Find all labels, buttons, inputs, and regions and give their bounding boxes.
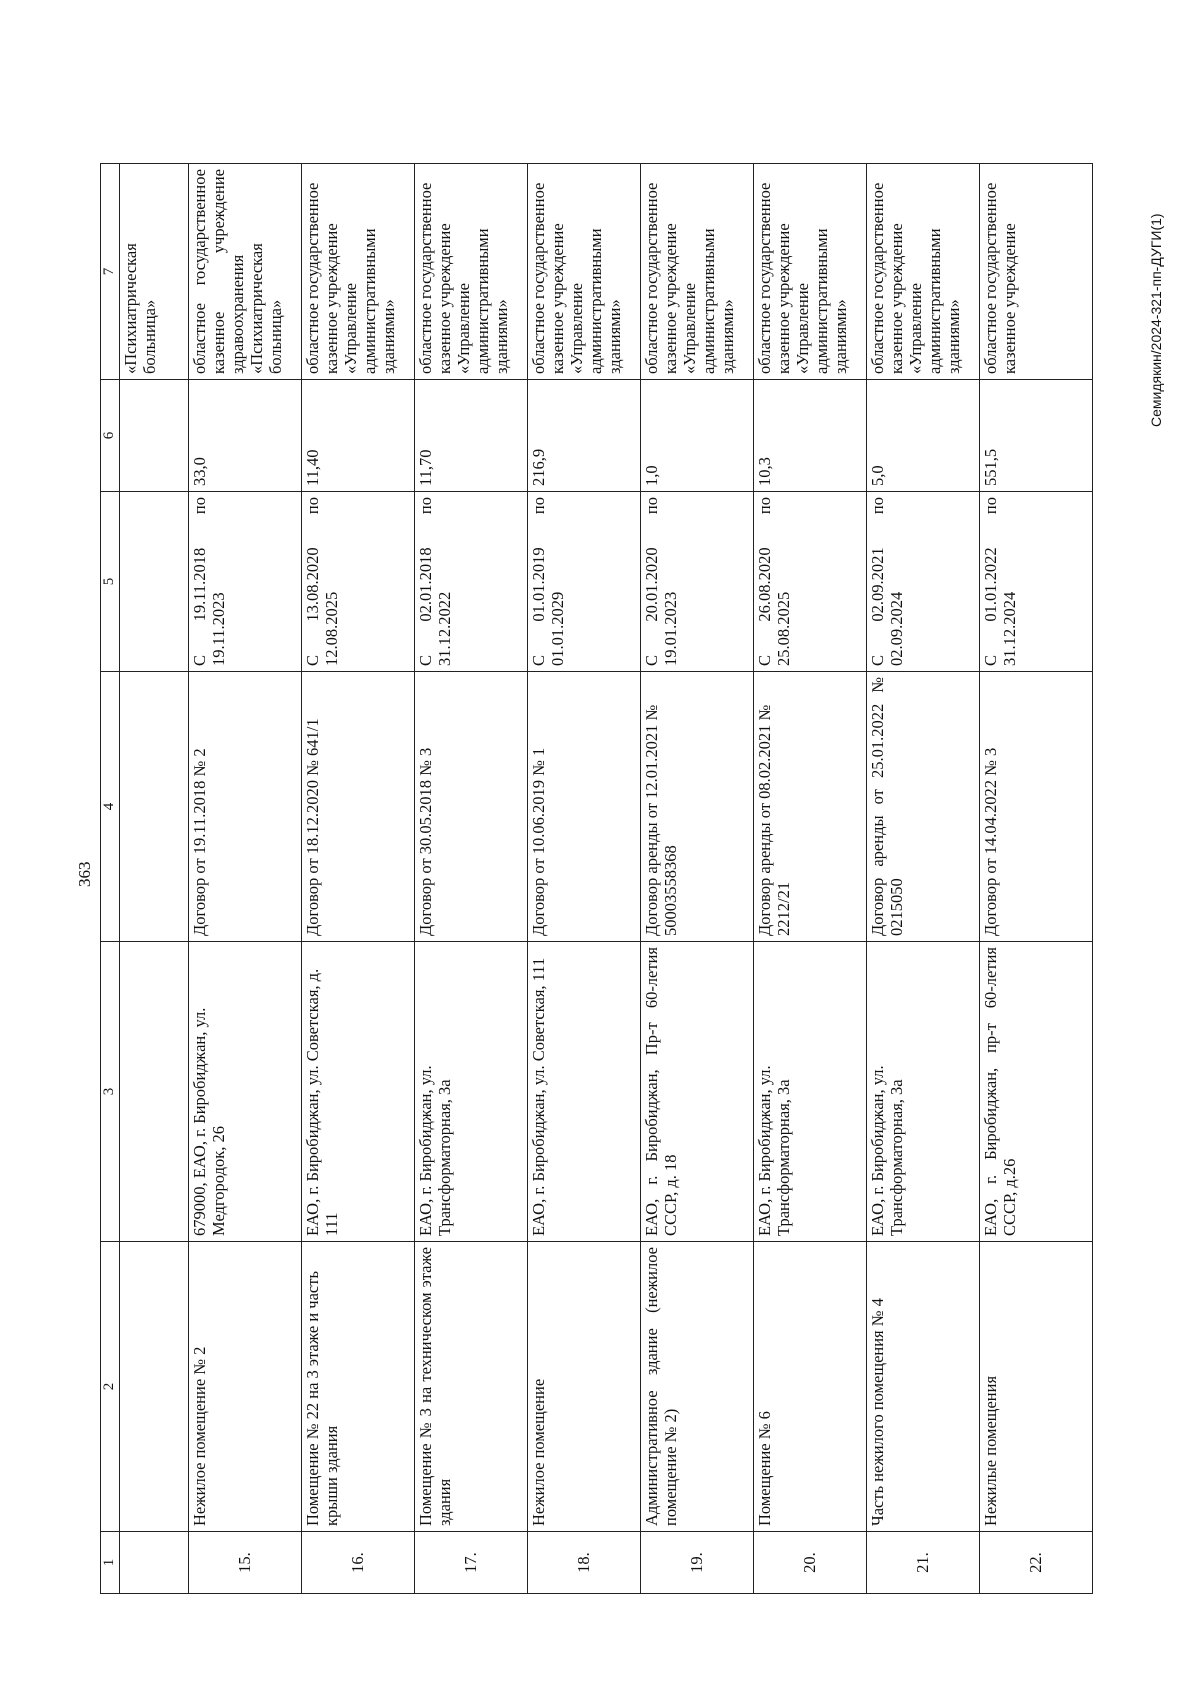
column-number: 1 (101, 1532, 120, 1594)
holder-cell: областное государственное казенное учреждение «Управление административными зданиями» (415, 164, 528, 380)
column-number: 5 (101, 492, 120, 672)
row-number: 15. (189, 1532, 302, 1594)
period-cell: С 01.01.2022 по 31.12.2024 (980, 492, 1093, 672)
address-cell: 679000, ЕАО, г. Биробиджан, ул. Медгородок, 26 (189, 942, 302, 1242)
period-cell: С 19.11.2018 по 19.11.2023 (189, 492, 302, 672)
table-row (528, 164, 641, 1594)
contract-cell: Договор от 30.05.2018 № 3 (415, 672, 528, 942)
holder-cell: областное государственное казенное учреждение «Управление административными зданиями» (302, 164, 415, 380)
continuation-row (120, 164, 189, 1594)
column-number: 3 (101, 942, 120, 1242)
holder-cell: областное государственное казенное учреждение (980, 164, 1093, 380)
object-name-cell: Помещение № 6 (754, 1242, 867, 1532)
holder-cell: областное государственное казенное учреждение здравоохранения «Психиатрическая больница» (189, 164, 302, 380)
table-row (980, 164, 1093, 1594)
object-name-cell: Помещение № 3 на техническом этаже здания (415, 1242, 528, 1532)
rotated-page (0, 37, 1200, 1697)
table-row (189, 164, 302, 1594)
object-name-cell: Нежилые помещения (980, 1242, 1093, 1532)
object-name-cell: Нежилое помещение № 2 (189, 1242, 302, 1532)
object-name-cell: Часть нежилого помещения № 4 (867, 1242, 980, 1532)
holder-cell: областное государственное казенное учреждение «Управление административными зданиями» (867, 164, 980, 380)
column-number: 2 (101, 1242, 120, 1532)
address-cell: ЕАО, г. Биробиджан, Пр-т 60-летия СССР, д. 18 (641, 942, 754, 1242)
object-name-cell: Нежилое помещение (528, 1242, 641, 1532)
address-cell: ЕАО, г. Биробиджан, пр-т 60-летия СССР, д.26 (980, 942, 1093, 1242)
object-name-cell: Помещение № 22 на 3 этаже и часть крыши здания (302, 1242, 415, 1532)
contract-cell: Договор от 18.12.2020 № 641/1 (302, 672, 415, 942)
column-number-row (101, 164, 120, 1594)
address-cell: ЕАО, г. Биробиджан, ул. Трансформаторная, 3а (867, 942, 980, 1242)
row-number: 19. (641, 1532, 754, 1594)
address-cell: ЕАО, г. Биробиджан, ул. Советская, д. 111 (302, 942, 415, 1242)
period-cell: С 02.09.2021 по 02.09.2024 (867, 492, 980, 672)
row-number: 21. (867, 1532, 980, 1594)
table-row (415, 164, 528, 1594)
address-cell: ЕАО, г. Биробиджан, ул. Трансформаторная, 3а (754, 942, 867, 1242)
area-cell: 551,5 (980, 380, 1093, 492)
area-cell: 10,3 (754, 380, 867, 492)
row-number: 17. (415, 1532, 528, 1594)
page-number: 363 (75, 861, 94, 887)
row-number: 20. (754, 1532, 867, 1594)
contract-cell: Договор от 19.11.2018 № 2 (189, 672, 302, 942)
table-row (302, 164, 415, 1594)
period-cell: С 20.01.2020 по 19.01.2023 (641, 492, 754, 672)
contract-cell: Договор аренды от 08.02.2021 № 2212/21 (754, 672, 867, 942)
object-name-cell: Административное здание (нежилое помещение № 2) (641, 1242, 754, 1532)
column-number: 7 (101, 164, 120, 380)
area-cell: 216,9 (528, 380, 641, 492)
table-row (641, 164, 754, 1594)
contract-cell: Договор от 14.04.2022 № 3 (980, 672, 1093, 942)
period-cell: С 01.01.2019 по 01.01.2029 (528, 492, 641, 672)
contract-cell: Договор аренды от 12.01.2021 № 50003558368 (641, 672, 754, 942)
property-table (100, 163, 1093, 1594)
document-footer: Семидякин/2024-321-пп-ДУГИ(1) (1148, 213, 1164, 427)
holder-cell: областное государственное казенное учреждение «Управление административными зданиями» (754, 164, 867, 380)
address-cell: ЕАО, г. Биробиджан, ул. Советская, 111 (528, 942, 641, 1242)
area-cell: 33,0 (189, 380, 302, 492)
table-row (867, 164, 980, 1594)
holder-cell: областное государственное казенное учреждение «Управление административными зданиями» (641, 164, 754, 380)
area-cell: 11,70 (415, 380, 528, 492)
table-row (754, 164, 867, 1594)
period-cell: С 13.08.2020 по 12.08.2025 (302, 492, 415, 672)
row-number: 16. (302, 1532, 415, 1594)
holder-cell: «Психиатрическая больница» (120, 164, 189, 380)
area-cell: 1,0 (641, 380, 754, 492)
row-number: 22. (980, 1532, 1093, 1594)
period-cell: С 02.01.2018 по 31.12.2022 (415, 492, 528, 672)
address-cell: ЕАО, г. Биробиджан, ул. Трансформаторная, 3а (415, 942, 528, 1242)
area-cell: 5,0 (867, 380, 980, 492)
row-number: 18. (528, 1532, 641, 1594)
contract-cell: Договор от 10.06.2019 № 1 (528, 672, 641, 942)
area-cell: 11,40 (302, 380, 415, 492)
column-number: 4 (101, 672, 120, 942)
period-cell: С 26.08.2020 по 25.08.2025 (754, 492, 867, 672)
contract-cell: Договор аренды от 25.01.2022 № 0215050 (867, 672, 980, 942)
column-number: 6 (101, 380, 120, 492)
holder-cell: областное государственное казенное учреждение «Управление административными зданиями» (528, 164, 641, 380)
